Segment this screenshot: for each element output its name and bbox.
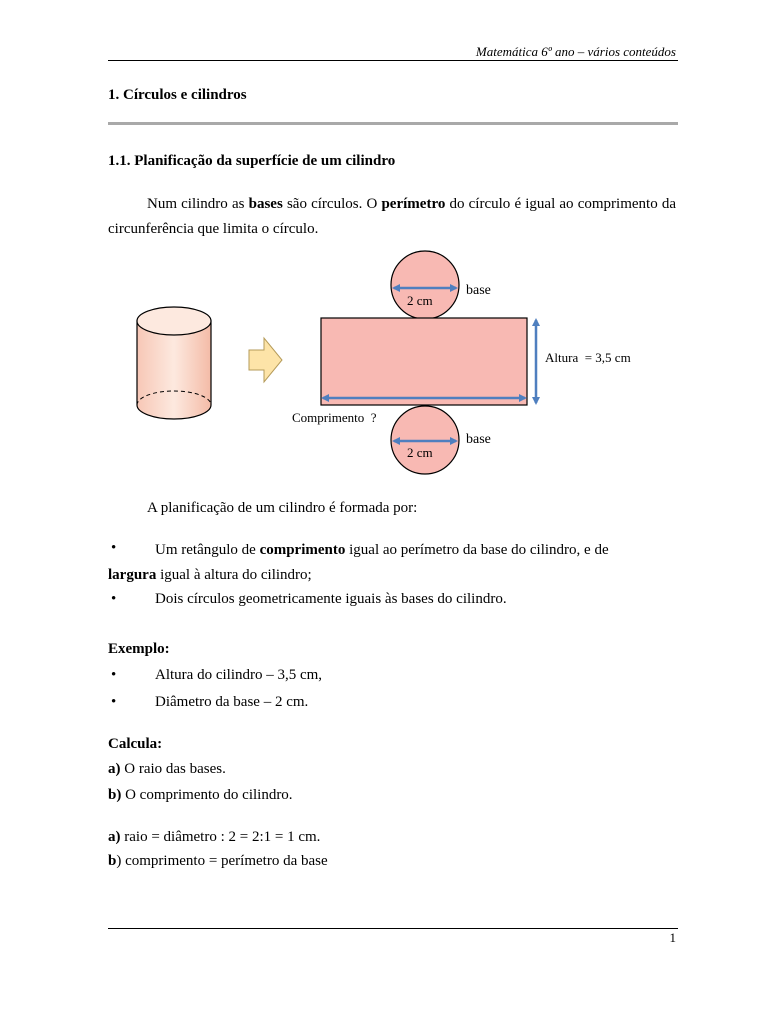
base-label-bottom: base xyxy=(466,432,491,447)
transform-arrow-icon xyxy=(249,338,282,382)
page-number: 1 xyxy=(669,930,676,945)
example-bullet-2: • xyxy=(111,694,117,710)
exercise-title: Calcula: xyxy=(108,736,163,752)
bullet-text-2: Dois círculos geometricamente iguais às bases do cilindro. xyxy=(155,591,507,607)
solution-a: a) raio = diâmetro : 2 = 2:1 = 1 cm. xyxy=(108,829,321,845)
base-circle-top xyxy=(391,251,459,319)
example-bullet-1: • xyxy=(111,667,117,683)
example-item-2: Diâmetro da base – 2 cm. xyxy=(155,694,309,710)
exercise-b: b) O comprimento do cilindro. xyxy=(108,787,293,803)
diameter-label-bottom: 2 cm xyxy=(407,445,433,460)
bullet-1: • xyxy=(111,540,117,556)
cylinder-planification-figure xyxy=(0,0,768,480)
section-title: 1. Círculos e cilindros xyxy=(108,87,247,103)
intro-paragraph: Num cilindro as bases são círculos. O perímetro do círculo é igual ao comprimento da circunferência que limita o círculo. xyxy=(108,196,676,237)
example-item-1: Altura do cilindro – 3,5 cm, xyxy=(155,667,323,683)
bullet-text-1: Um retângulo de comprimento igual ao perímetro da base do cilindro, e de largura igual à altura do cilindro; xyxy=(108,542,609,583)
height-label: Altura = 3,5 cm xyxy=(545,350,631,365)
length-label: Comprimento ? xyxy=(292,410,377,425)
example-title: Exemplo: xyxy=(108,641,170,657)
footer-rule xyxy=(108,928,678,929)
planification-intro: A planificação de um cilindro é formada por: xyxy=(147,500,418,516)
cylinder-drawing xyxy=(137,307,211,419)
lateral-rectangle xyxy=(321,318,527,405)
base-label-top: base xyxy=(466,283,491,298)
solution-b: b) comprimento = perímetro da base xyxy=(108,853,328,869)
exercise-a: a) O raio das bases. xyxy=(108,761,226,777)
diameter-label-top: 2 cm xyxy=(407,293,433,308)
bullet-2: • xyxy=(111,591,117,607)
subsection-title: 1.1. Planificação da superfície de um cilindro xyxy=(108,153,396,169)
running-header: Matemática 6º ano – vários conteúdos xyxy=(475,44,676,59)
